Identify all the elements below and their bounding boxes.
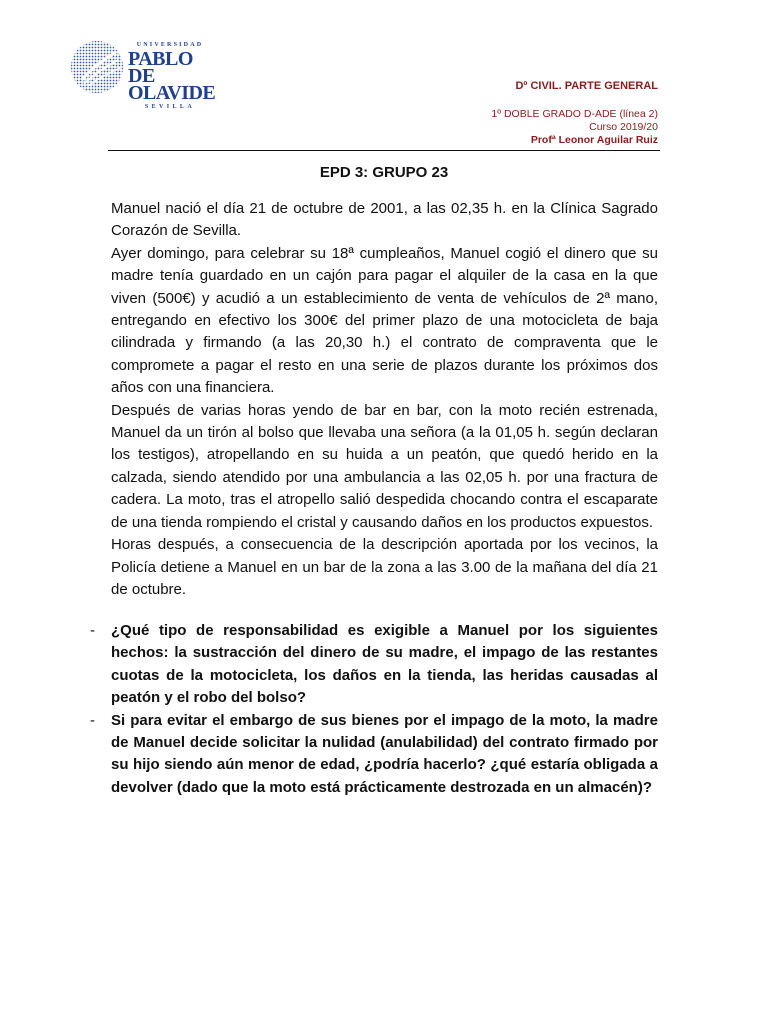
document-title: EPD 3: GRUPO 23 <box>319 164 449 181</box>
logo-wordmark <box>128 42 216 110</box>
degree-line: 1º DOBLE GRADO D-ADE (línea 2) <box>491 108 658 120</box>
logo-university: UNIVERSIDAD <box>136 42 204 48</box>
year-line: Curso 2019/20 <box>589 121 658 133</box>
question-text: ¿Qué tipo de responsabilidad es exigible a Manuel por los siguientes hechos: la sustracción del dinero de su madre, el impago de las restantes cuotas de la motocicleta, los daños en la tienda, las heridas causadas al peatón y el robo del bolso? <box>111 622 658 707</box>
paragraph: Horas después, a consecuencia de la descripción aportada por los vecinos, la Policía detiene a Manuel en un bar de la zona a las 3.00 de la mañana del día 21 de octubre. <box>111 536 658 598</box>
question-item <box>90 620 658 710</box>
university-seal-icon <box>70 40 124 94</box>
course-header <box>491 80 658 147</box>
course-title: Dº CIVIL. PARTE GENERAL <box>515 80 658 92</box>
header-divider <box>108 150 660 151</box>
professor-line: Profª Leonor Aguilar Ruiz <box>530 134 658 146</box>
question-list <box>90 620 658 799</box>
paragraph: Después de varias horas yendo de bar en bar, con la moto recién estrenada, Manuel da un tirón al bolso que llevaba una señora (a la 01,05 h. según declaran los testigos), atropellando en su huida a un peatón, que quedó herido en la calzada, siendo atendido por una ambulancia a las 02,05 h. por una fractura de cadera. La moto, tras el atropello salió despedida chocando contra el escaparate de una tienda rompiendo el cristal y causando daños en los productos expuestos. <box>111 401 658 531</box>
question-item <box>90 710 658 800</box>
logo-city: SEVILLA <box>144 104 196 110</box>
case-statement <box>111 198 658 601</box>
logo-name-line1: PABLO DE <box>128 48 193 87</box>
paragraph: Ayer domingo, para celebrar su 18ª cumpleaños, Manuel cogió el dinero que su madre tenía guardado en un cajón para pagar el alquiler de la casa en la que viven (500€) y acudió a un establecimiento de venta de vehículos de 2ª mano, entregando en efectivo los 300€ del primer plazo de una motocicleta de baja cilindrada y firmando (a las 20,30 h.) el contrato de compraventa que le compromete a pagar el resto en una serie de plazos durante los próximos dos años con una financiera. <box>111 244 658 397</box>
question-text: Si para evitar el embargo de sus bienes por el impago de la moto, la madre de Manuel decide solicitar la nulidad (anulabilidad) del contrato firmado por su hijo siendo aún menor de edad, ¿podría hacerlo? ¿qué estaría obligada a devolver (dado que la moto está prácticamente destrozada en un almacén)? <box>111 711 658 796</box>
question-bullet: - <box>90 711 95 729</box>
paragraph: Manuel nació el día 21 de octubre de 2001, a las 02,35 h. en la Clínica Sagrado Corazón de Sevilla. <box>111 200 658 240</box>
university-logo <box>70 40 216 110</box>
question-bullet: - <box>90 622 95 639</box>
logo-name-line2: OLAVIDE <box>128 82 216 104</box>
